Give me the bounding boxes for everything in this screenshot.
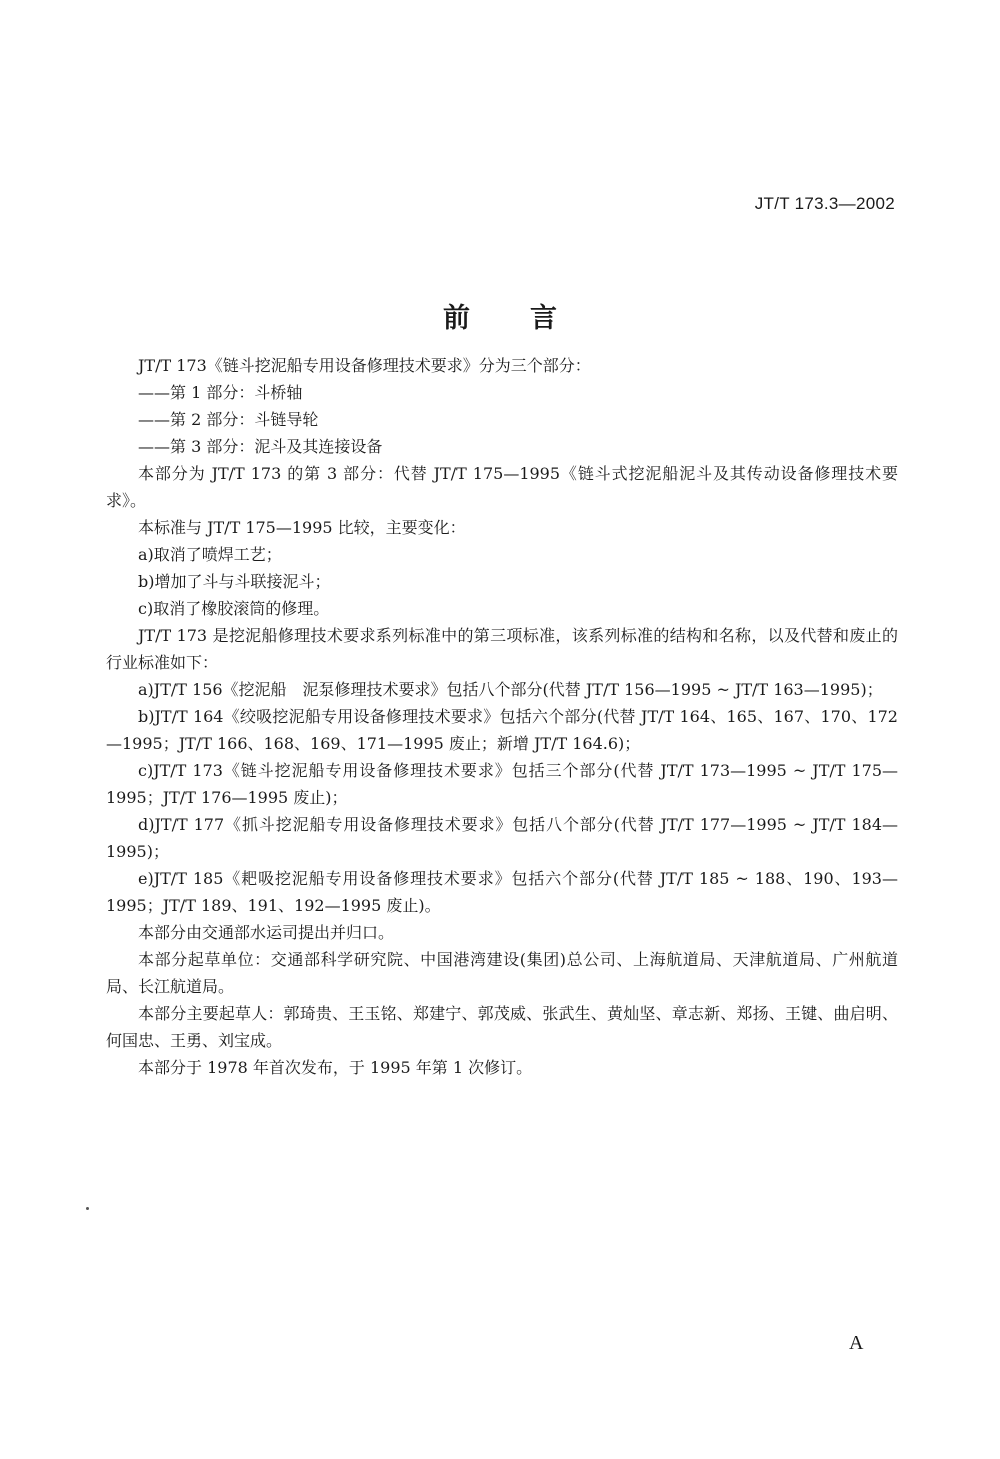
page-number: A [849,1332,864,1354]
paragraph-change-b: b)增加了斗与斗联接泥斗； [138,572,331,591]
paragraph-parts-intro: JT/T 173《链斗挖泥船专用设备修理技术要求》分为三个部分： [138,356,591,375]
paragraph-part-2: ——第 2 部分：斗链导轮 [138,410,319,429]
paragraph-series-b: b)JT/T 164《绞吸挖泥船专用设备修理技术要求》包括六个部分(代替 JT/T 164、165、167、170、172—1995；JT/T 166、168、169、171—1995 废止；新增 JT/T 164.6)； [106,707,898,753]
page-title: 前言 [443,303,617,334]
paragraph-history: 本部分于 1978 年首次发布，于 1995 年第 1 次修订。 [138,1058,533,1077]
paragraph-change-c: c)取消了橡胶滚筒的修理。 [138,599,330,618]
paragraph-series-e: e)JT/T 185《耙吸挖泥船专用设备修理技术要求》包括六个部分(代替 JT/T 185 ~ 188、190、193—1995；JT/T 189、191、192—1995 废止)。 [106,869,898,915]
standard-code: JT/T 173.3—2002 [754,194,895,213]
paragraph-change-a: a)取消了喷焊工艺； [138,545,282,564]
paragraph-changes-intro: 本标准与 JT/T 175—1995 比较，主要变化： [138,518,466,537]
paragraph-series-c: c)JT/T 173《链斗挖泥船专用设备修理技术要求》包括三个部分(代替 JT/T 173—1995 ~ JT/T 175—1995；JT/T 176—1995 废止)； [106,761,898,807]
foreword-body [106,352,898,1081]
paragraph-drafting-units: 本部分起草单位：交通部科学研究院、中国港湾建设(集团)总公司、上海航道局、天津航道局、广州航道局、长江航道局。 [106,950,898,996]
paragraph-drafters: 本部分主要起草人：郭琦贵、王玉铭、郑建宁、郭茂威、张武生、黄灿坚、章志新、郑扬、王键、曲启明、何国忠、王勇、刘宝成。 [106,1004,898,1050]
paragraph-series-intro: JT/T 173 是挖泥船修理技术要求系列标准中的第三项标准，该系列标准的结构和名称，以及代替和废止的行业标准如下： [106,626,898,672]
paragraph-replaces: 本部分为 JT/T 173 的第 3 部分：代替 JT/T 175—1995《链斗式挖泥船泥斗及其传动设备修理技术要求》。 [106,464,898,510]
paragraph-part-1: ——第 1 部分：斗桥轴 [138,383,303,402]
paragraph-proposer: 本部分由交通部水运司提出并归口。 [138,923,395,942]
paragraph-series-d: d)JT/T 177《抓斗挖泥船专用设备修理技术要求》包括八个部分(代替 JT/T 177—1995 ~ JT/T 184—1995)； [106,815,898,861]
paragraph-series-a: a)JT/T 156《挖泥船 泥泵修理技术要求》包括八个部分(代替 JT/T 156—1995 ~ JT/T 163—1995)； [138,680,883,699]
scan-speck [86,1207,89,1210]
paragraph-part-3: ——第 3 部分：泥斗及其连接设备 [138,437,383,456]
